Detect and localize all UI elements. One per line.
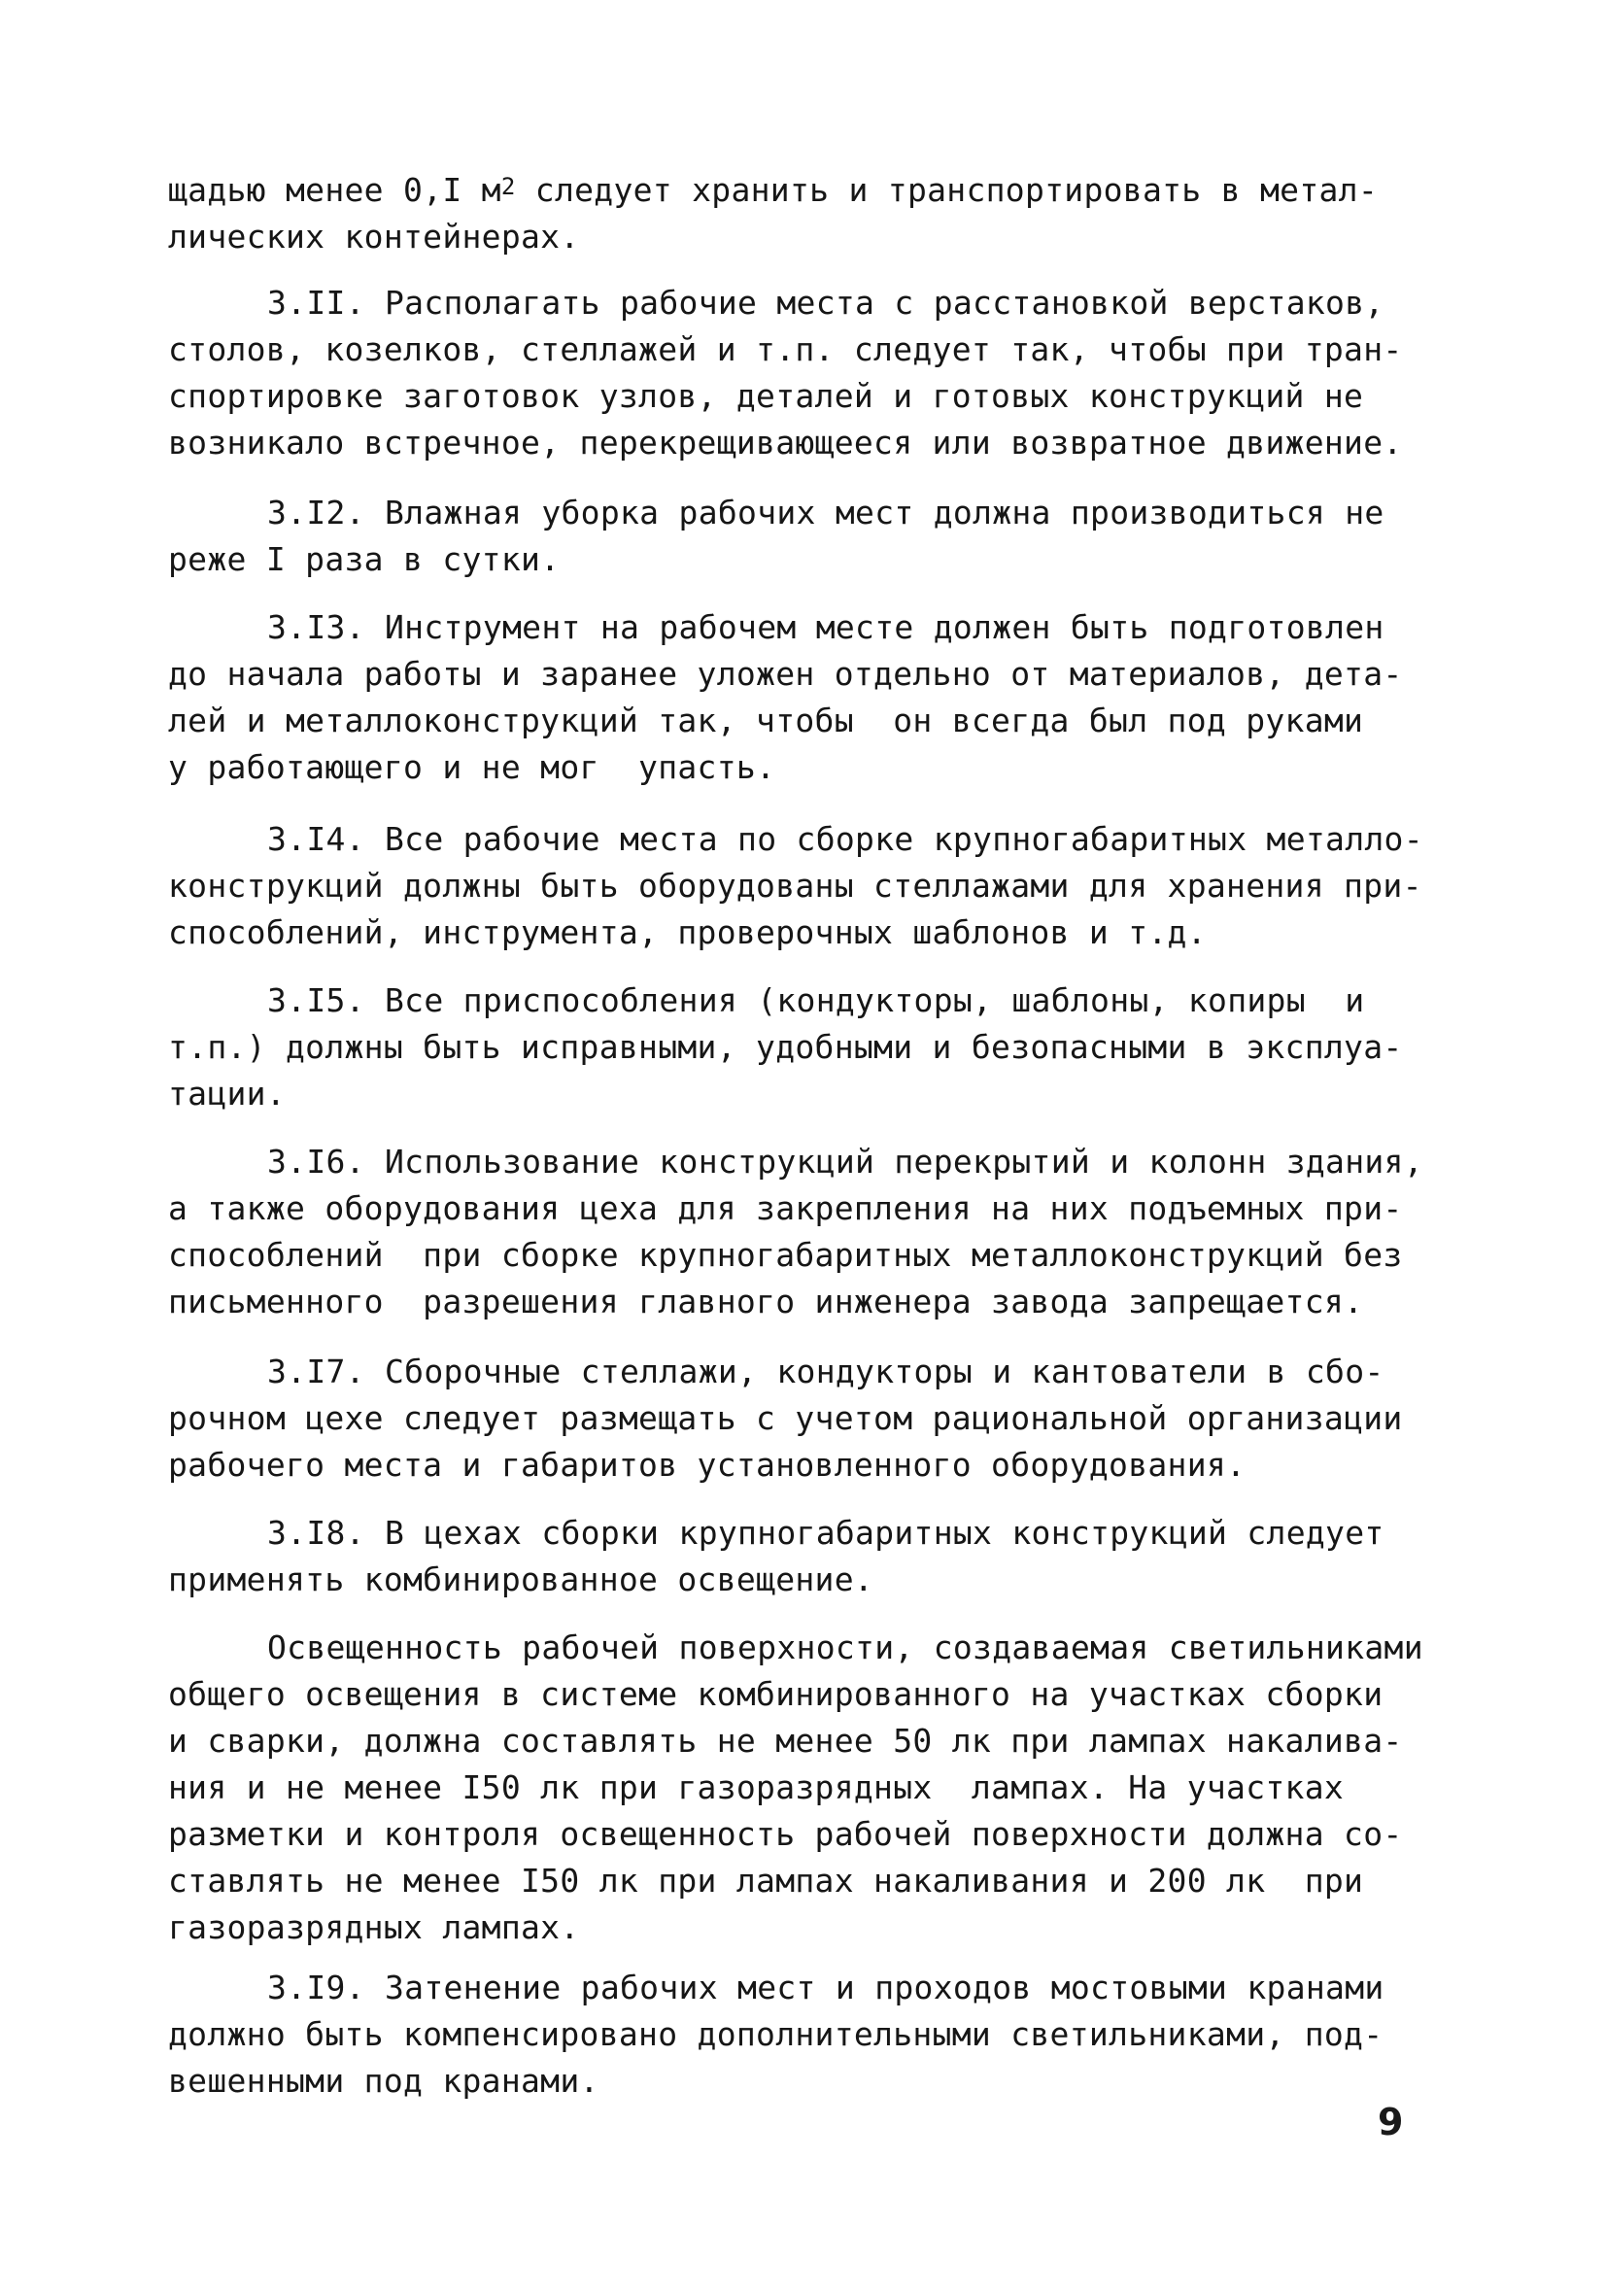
paragraph-3-15-line: 3.I5. Все приспособления (кондукторы, шаблоны, копиры и [267, 981, 1365, 1019]
paragraph-3-17-line: рочном цехе следует размещать с учетом рациональной организации [168, 1399, 1403, 1437]
paragraph-3-19-line: 3.I9. Затенение рабочих мест и проходов мостовыми кранами [267, 1969, 1384, 2006]
paragraph-3-16-line: а также оборудования цеха для закрепления на них подъемных при- [168, 1189, 1403, 1227]
text-line: щадью менее 0,I $м^2$ следует хранить и транспортировать в метал- [168, 171, 1378, 209]
page-number: 9 [1378, 2101, 1404, 2143]
paragraph-3-14-line: конструкций должны быть оборудованы стеллажами для хранения при- [168, 867, 1422, 905]
paragraph-3-14-line: способлений, инструмента, проверочных шаблонов и т.д. [168, 913, 1207, 951]
paragraph-3-16-line: письменного разрешения главного инженера завода запрещается. [168, 1283, 1364, 1320]
paragraph-3-17-line: 3.I7. Сборочные стеллажи, кондукторы и кантователи в сбо- [267, 1353, 1384, 1390]
paragraph-3-13-line: до начала работы и заранее уложен отдельно от материалов, дета- [168, 655, 1403, 693]
paragraph-lighting-line: ставлять не менее I50 лк при лампах накаливания и 200 лк при [168, 1862, 1364, 1900]
paragraph-3-11-line: возникало встречное, перекрещивающееся или возвратное движение. [168, 424, 1403, 462]
superscript: 2 [500, 173, 516, 200]
paragraph-3-14-line: 3.I4. Все рабочие места по сборке крупногабаритных металло- [267, 820, 1423, 858]
paragraph-3-16-line: способлений при сборке крупногабаритных металлоконструкций без [168, 1236, 1403, 1274]
paragraph-lighting-line: общего освещения в системе комбинированного на участках сборки [168, 1675, 1384, 1713]
paragraph-3-19-line: должно быть компенсировано дополнительными светильниками, под- [168, 2015, 1384, 2053]
paragraph-3-13-line: лей и металлоконструкций так, чтобы он всегда был под руками [168, 702, 1364, 739]
paragraph-3-11-line: 3.II. Располагать рабочие места с расстановкой верстаков, [267, 284, 1384, 322]
paragraph-3-18-line: применять комбинированное освещение. [168, 1560, 874, 1598]
paragraph-3-15-line: тации. [168, 1075, 287, 1113]
paragraph-lighting-line: и сварки, должна составлять не менее 50 лк при лампах накалива- [168, 1722, 1403, 1760]
paragraph-lighting-line: Освещенность рабочей поверхности, создаваемая светильниками [267, 1628, 1423, 1666]
paragraph-3-16-line: 3.I6. Использование конструкций перекрытий и колонн здания, [267, 1143, 1423, 1181]
paragraph-3-13-line: 3.I3. Инструмент на рабочем месте должен быть подготовлен [267, 608, 1384, 646]
paragraph-3-11-line: спортировке заготовок узлов, деталей и готовых конструкций не [168, 377, 1364, 415]
paragraph-3-13-line: у работающего и не мог упасть. [168, 748, 776, 786]
paragraph-lighting-line: газоразрядных лампах. [168, 1908, 580, 1946]
paragraph-3-17-line: рабочего места и габаритов установленного оборудования. [168, 1446, 1247, 1484]
paragraph-3-18-line: 3.I8. В цехах сборки крупногабаритных конструкций следует [267, 1514, 1384, 1552]
paragraph-3-12-line: реже I раза в сутки. [168, 540, 561, 578]
paragraph-lighting-line: ния и не менее I50 лк при газоразрядных лампах. На участках [168, 1768, 1345, 1806]
paragraph-3-11-line: столов, козелков, стеллажей и т.п. следует так, чтобы при тран- [168, 330, 1403, 368]
text-line: лических контейнерах. [168, 218, 580, 256]
paragraph-3-19-line: вешенными под кранами. [168, 2062, 599, 2100]
paragraph-3-12-line: 3.I2. Влажная уборка рабочих мест должна производиться не [267, 494, 1384, 531]
paragraph-3-15-line: т.п.) должны быть исправными, удобными и безопасными в эксплуа- [168, 1028, 1403, 1066]
paragraph-lighting-line: разметки и контроля освещенность рабочей поверхности должна со- [168, 1815, 1403, 1853]
